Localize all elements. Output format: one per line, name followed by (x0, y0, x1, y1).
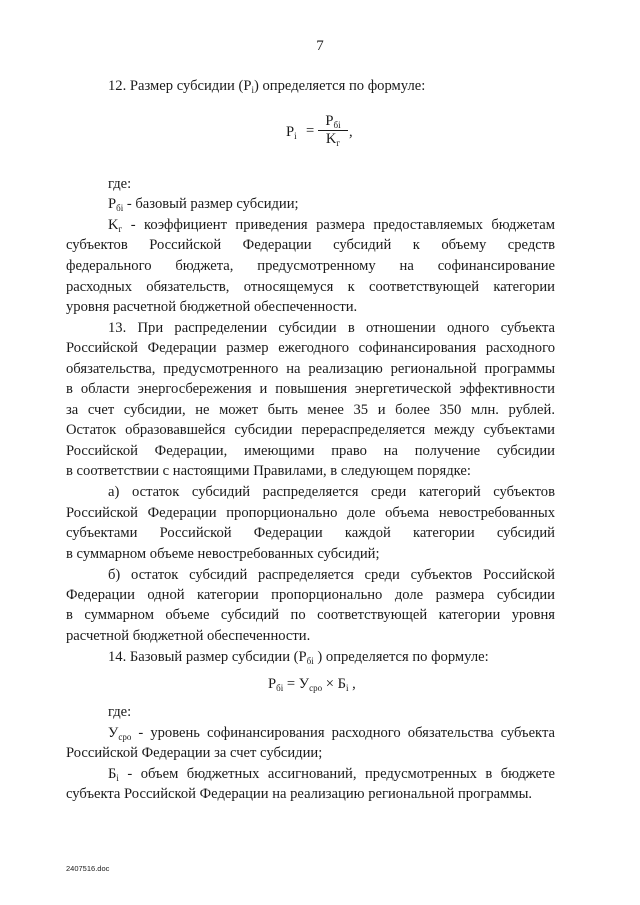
item-a-line-4: в суммарном объеме невостребованных субсидий; (66, 546, 380, 562)
paragraph-13-line-5: за счет субсидии, не может быть менее 35 и более 350 млн. рублей. (66, 402, 555, 418)
paragraph-13-line-2: Российской Федерации размер ежегодного софинансирования расходного (66, 340, 555, 356)
definition-kg-line-5: уровня расчетной бюджетной обеспеченности. (66, 299, 358, 315)
item-a-line-3: субъектами Российской Федерации каждой категории субсидий (66, 525, 555, 541)
definition-b-line-1: $Б_i$ - объем бюджетных ассигнований, предусмотренных в бюджете (108, 766, 555, 783)
item-b-line-2: Федерации одной категории пропорционально доле размера субсидии (66, 587, 555, 603)
definition-u-line-2: Российской Федерации за счет субсидии; (66, 745, 323, 761)
item-a-line-1: а) остаток субсидий распределяется среди категорий субъектов (108, 484, 555, 500)
formula1-comma: , (349, 124, 353, 140)
formula-subsidy-size (286, 113, 366, 157)
definition-u-line-1: $У_{сро}$ - уровень софинансирования расходного обязательства субъекта (108, 725, 555, 742)
formula1-fraction (318, 113, 348, 148)
paragraph-14: 14. Базовый размер субсидии ($P_{бi}$ ) определяется по формуле: (108, 649, 489, 666)
paragraph-12 (108, 77, 425, 99)
formula1-lhs: $P_i$ (286, 124, 297, 141)
paragraph-13-line-3: обязательства, предусмотренного на реализацию региональной программы (66, 361, 555, 377)
formula1-denominator: $K_г$ (318, 130, 348, 148)
formula1-numerator: $P_{бi}$ (325, 113, 341, 130)
paragraph-13-line-8: в соответствии с настоящими Правилами, в следующем порядке: (66, 463, 471, 479)
definition-kg-line-4: расходных обязательств, относящемуся к соответствующей категории (66, 279, 555, 295)
definition-kg-line-3: федерального бюджета, предусмотренному на софинансирование (66, 258, 555, 274)
page-number: 7 (316, 38, 324, 54)
item-b-line-1: б) остаток субсидий распределяется среди субъектов Российской (108, 567, 555, 583)
item-b-line-4: расчетной бюджетной обеспеченности. (66, 628, 311, 644)
formula1-equals: = (306, 123, 315, 139)
where-label-1: где: (108, 176, 132, 192)
paragraph-13-line-4: в области энергосбережения и повышения энергетической эффективности (66, 381, 555, 397)
paragraph-12-text: 12. Размер субсидии (P (108, 78, 252, 94)
paragraph-13-line-6: Остаток образовавшейся субсидии перераспределяется между субъектами (66, 422, 555, 438)
definition-pbi: $P_{бi}$ - базовый размер субсидии; (108, 196, 299, 213)
where-label-2: где: (108, 704, 132, 720)
paragraph-13-line-7: Российской Федерации, имеющими право на получение субсидии (66, 443, 555, 459)
definition-kg-line-1: $K_г$ - коэффициент приведения размера предоставляемых бюджетам (108, 217, 555, 234)
definition-kg-line-2: субъектов Российской Федерации субсидий к объему средств (66, 237, 555, 253)
definition-b-line-2: субъекта Российской Федерации на реализацию региональной программы. (66, 786, 533, 802)
paragraph-13-line-1: 13. При распределении субсидии в отношении одного субъекта (108, 320, 555, 336)
item-a-line-2: Российской Федерации пропорционально доле объема невостребованных (66, 505, 555, 521)
item-b-line-3: в суммарном объеме субсидий по соответствующей категории уровня (66, 607, 555, 623)
paragraph-12-tail: ) определяется по формуле: (254, 78, 426, 94)
footer-filename: 2407516.doc (66, 864, 110, 873)
paragraph-12-sub: i (251, 85, 254, 95)
formula-base-subsidy: $P_{бi} = У_{сро} \times Б_i$ , (268, 676, 356, 693)
